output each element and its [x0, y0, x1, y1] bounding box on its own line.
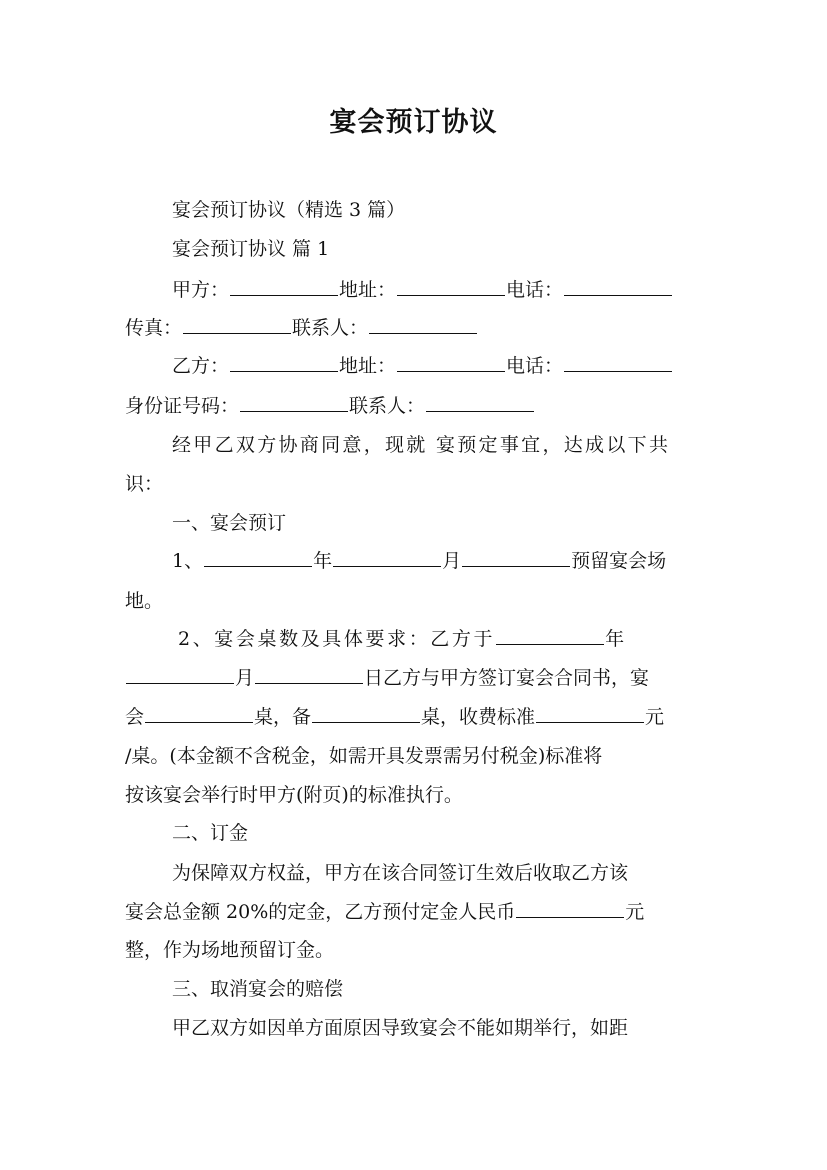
text: 二、订金 [172, 822, 249, 844]
text: 日乙方与甲方签订宴会合同书，宴 [364, 667, 650, 689]
text: 桌，备 [254, 706, 312, 728]
label: 联系人： [292, 317, 369, 339]
blank-field[interactable] [462, 548, 570, 567]
clause-line [125, 704, 705, 730]
text: 预留宴会场 [571, 550, 667, 572]
document-title: 宴会预订协议 [329, 107, 498, 138]
text: 会 [125, 706, 145, 728]
blank-field[interactable] [183, 315, 291, 334]
text: 一、宴会预订 [172, 512, 287, 534]
clause-line [125, 782, 705, 808]
clause-line [125, 899, 705, 925]
label: 地址： [339, 279, 397, 301]
party-a-line [172, 277, 705, 303]
text: 月 [442, 550, 462, 572]
party-b-id-line [125, 393, 705, 419]
blank-field[interactable] [536, 704, 644, 723]
clause-line [125, 665, 705, 691]
text: 为保障双方权益，甲方在该合同签订生效后收取乙方该 [172, 862, 629, 884]
paragraph-line [172, 432, 705, 458]
blank-field[interactable] [516, 899, 624, 918]
label: 传真： [125, 317, 183, 339]
blank-field[interactable] [333, 548, 441, 567]
text: 宴会预订协议（精选 3 篇） [172, 199, 406, 221]
blank-field[interactable] [426, 393, 534, 412]
clause-heading [172, 820, 705, 846]
text: 元 [625, 901, 645, 923]
text: 1、 [172, 550, 204, 572]
blank-field[interactable] [204, 548, 312, 567]
blank-field[interactable] [312, 704, 420, 723]
blank-field[interactable] [564, 277, 672, 296]
text: 元 [645, 706, 665, 728]
text: 月 [235, 667, 255, 689]
blank-field[interactable] [564, 353, 672, 372]
label: 电话： [506, 355, 564, 377]
text: 桌，收费标准 [421, 706, 536, 728]
blank-field[interactable] [240, 393, 348, 412]
text: 2、宴会桌数及具体要求：乙方于 [178, 628, 496, 650]
clause-line [178, 626, 705, 652]
text: /桌。(本金额不含税金，如需开具发票需另付税金)标准将 [125, 745, 603, 767]
text: 甲乙双方如因单方面原因导致宴会不能如期举行，如距 [172, 1017, 629, 1039]
blank-field[interactable] [145, 704, 253, 723]
text: 经甲乙双方协商同意，现就 宴预定事宜，达成以下共 [172, 434, 671, 456]
clause-line [172, 548, 705, 574]
blank-field[interactable] [126, 665, 234, 684]
text: 整，作为场地预留订金。 [125, 939, 335, 961]
text: 三、取消宴会的赔偿 [172, 978, 344, 1000]
label: 电话： [506, 279, 564, 301]
subtitle-line [172, 197, 705, 223]
clause-heading [172, 976, 705, 1002]
text: 年 [605, 628, 627, 650]
blank-field[interactable] [397, 353, 505, 372]
text: 地。 [125, 590, 164, 612]
text: 宴会预订协议 篇 1 [172, 238, 330, 260]
party-b-line [172, 353, 705, 379]
party-a-contact-line [125, 315, 705, 341]
label: 联系人： [349, 395, 426, 417]
blank-field[interactable] [230, 353, 338, 372]
label: 乙方： [172, 355, 230, 377]
paragraph-line [125, 471, 705, 497]
text: 年 [313, 550, 333, 572]
clause-line [172, 1015, 705, 1041]
section-heading [172, 236, 705, 262]
text: 按该宴会举行时甲方(附页)的标准执行。 [125, 784, 463, 806]
blank-field[interactable] [397, 277, 505, 296]
label: 地址： [339, 355, 397, 377]
blank-field[interactable] [255, 665, 363, 684]
clause-line [125, 743, 705, 769]
blank-field[interactable] [230, 277, 338, 296]
text: 识： [125, 473, 164, 495]
label: 身份证号码： [125, 395, 240, 417]
clause-line [125, 588, 705, 614]
label: 甲方： [172, 279, 230, 301]
blank-field[interactable] [369, 315, 477, 334]
blank-field[interactable] [496, 626, 604, 645]
clause-line [125, 937, 705, 963]
clause-line [172, 860, 705, 886]
text: 宴会总金额 20%的定金，乙方预付定金人民币 [125, 901, 516, 923]
clause-heading [172, 510, 705, 536]
